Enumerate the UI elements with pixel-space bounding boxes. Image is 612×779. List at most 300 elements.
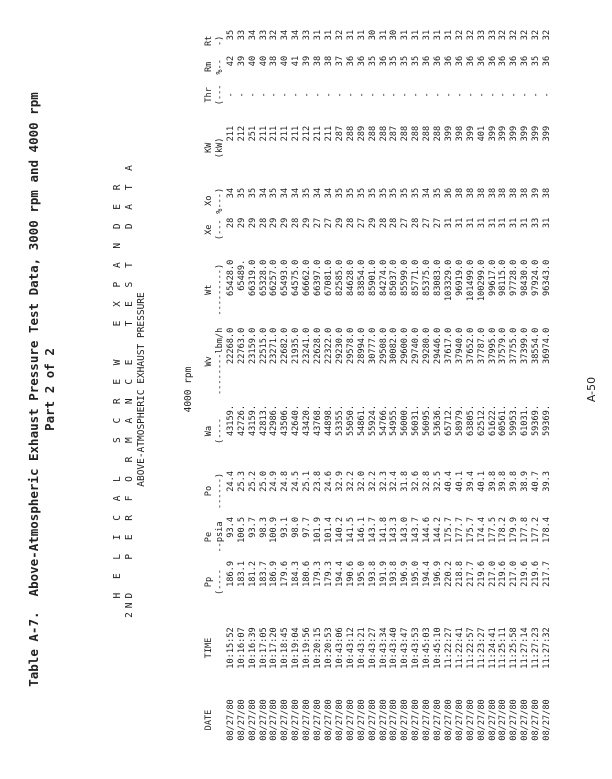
cell-pp: 196.9	[400, 561, 411, 587]
cell-time: 10:43:27	[367, 627, 378, 669]
table-row	[280, 30, 291, 749]
cell-xo: 34	[291, 187, 302, 199]
cell-po: 24.9	[269, 471, 280, 492]
cell-time: 10:15:52	[225, 627, 236, 669]
cell-wv: 23271.0	[269, 327, 280, 364]
table-row	[357, 30, 368, 749]
cell-date: 08/27/80	[334, 699, 345, 741]
column-name: KW	[204, 142, 214, 154]
rpm-label: 4000 rpm	[183, 366, 194, 413]
cell-xo: 34	[258, 187, 269, 199]
table-row	[248, 30, 259, 749]
cell-rt: 33	[476, 29, 487, 41]
cell-date: 08/27/80	[247, 699, 258, 741]
cell-xo: 35	[433, 187, 444, 199]
cell-wa: 65712.	[443, 405, 454, 437]
cell-kw: 211	[323, 125, 334, 142]
cell-wv: 29578.0	[345, 327, 356, 364]
cell-date: 08/27/80	[323, 699, 334, 741]
table-row	[237, 30, 248, 749]
cell-time: 10:43:06	[334, 627, 345, 669]
cell-kw: 399	[487, 125, 498, 142]
cell-time: 10:43:53	[411, 627, 422, 669]
column-unit: (---	[214, 219, 225, 241]
cell-xo: 38	[542, 187, 553, 199]
cell-kw: 399	[531, 125, 542, 142]
cell-xo: 34	[323, 187, 334, 199]
cell-rt: 30	[367, 29, 378, 41]
cell-thr: -	[531, 92, 542, 98]
cell-thr: -	[422, 92, 433, 98]
cell-wt: 97728.0	[509, 259, 520, 296]
cell-rt: 32	[269, 29, 280, 41]
cell-pp: 181.2	[247, 561, 258, 587]
cell-wa: 43159.	[225, 405, 236, 437]
cell-wv: 22682.0	[280, 327, 291, 364]
cell-po: 25.2	[247, 471, 258, 492]
cell-rm: 36	[345, 55, 356, 67]
column-name: TIME	[204, 637, 214, 659]
cell-rt: 33	[258, 29, 269, 41]
table-row	[477, 30, 488, 749]
cell-kw: 288	[367, 125, 378, 142]
column-name: Wv	[204, 356, 214, 367]
cell-wa: 61622.	[487, 405, 498, 437]
table-row	[400, 30, 411, 749]
cell-wt: 83083.0	[433, 259, 444, 296]
cell-xo: 36	[443, 187, 454, 199]
cell-pe: 93.1	[280, 517, 291, 538]
cell-xo: 38	[487, 187, 498, 199]
cell-po: 32.4	[389, 471, 400, 492]
cell-date: 08/27/80	[236, 699, 247, 741]
cell-kw: 399	[509, 125, 520, 142]
cell-time: 10:43:34	[378, 627, 389, 669]
cell-pp: 183.1	[236, 561, 247, 587]
cell-xe: 28	[378, 217, 389, 229]
table-row	[520, 30, 531, 749]
cell-po: 32.0	[356, 471, 367, 492]
cell-xo: 35	[400, 187, 411, 199]
cell-xe: 27	[356, 217, 367, 229]
cell-xo: 35	[302, 187, 313, 199]
cell-po: 31.8	[400, 471, 411, 492]
cell-date: 08/27/80	[443, 699, 454, 741]
cell-xe: 27	[313, 217, 324, 229]
cell-wv: 37755.0	[509, 327, 520, 364]
cell-wv: 38554.0	[531, 327, 542, 364]
cell-po: 24.6	[323, 471, 334, 492]
cell-pe: 175.7	[465, 517, 476, 543]
cell-date: 08/27/80	[487, 699, 498, 741]
table-row	[291, 30, 302, 749]
cell-date: 08/27/80	[258, 699, 269, 741]
cell-xo: 35	[367, 187, 378, 199]
subtitle-line-1: H E L I C A L S C R E W E X P A N D E R	[112, 180, 123, 599]
cell-date: 08/27/80	[433, 699, 444, 741]
cell-wa: 63805.	[465, 405, 476, 437]
cell-thr: -	[356, 92, 367, 98]
column-header-rm	[204, 52, 226, 78]
cell-rt: 32	[334, 29, 345, 41]
cell-date: 08/27/80	[509, 699, 520, 741]
column-name: Pe	[204, 531, 214, 543]
column-unit: (---	[214, 84, 225, 106]
cell-pe: 146.1	[356, 517, 367, 543]
cell-date: 08/27/80	[531, 699, 542, 741]
cell-po: 39.8	[509, 471, 520, 492]
cell-xe: 31	[520, 217, 531, 229]
column-header-thr	[204, 78, 226, 108]
cell-thr: -	[323, 92, 334, 98]
cell-pe: 143.7	[367, 517, 378, 543]
cell-rt: 33	[302, 29, 313, 41]
cell-xo: 38	[509, 187, 520, 199]
cell-date: 08/27/80	[389, 699, 400, 741]
cell-thr: -	[411, 92, 422, 98]
cell-wa: 58979.	[454, 405, 465, 437]
cell-kw: 399	[520, 125, 531, 142]
cell-thr: -	[520, 92, 531, 98]
cell-kw: 287	[334, 125, 345, 142]
column-name: Po	[204, 485, 214, 497]
cell-time: 11:22:27	[443, 627, 454, 669]
cell-xo: 39	[531, 187, 542, 199]
header-row	[204, 30, 226, 749]
cell-po: 40.4	[443, 471, 454, 492]
cell-rm: 38	[269, 55, 280, 67]
cell-rm: 39	[236, 55, 247, 67]
cell-rm: 35	[389, 55, 400, 67]
cell-xo: 38	[498, 187, 509, 199]
cell-time: 11:22:41	[454, 627, 465, 669]
cell-wt: 85771.0	[411, 259, 422, 296]
cell-wv: 22763.0	[236, 327, 247, 364]
cell-thr: -	[247, 92, 258, 98]
cell-pe: 100.9	[269, 517, 280, 543]
cell-thr: -	[291, 92, 302, 98]
cell-kw: 399	[498, 125, 509, 142]
table-row	[389, 30, 400, 749]
cell-pp: 184.3	[291, 561, 302, 587]
cell-time: 11:27:32	[542, 627, 553, 669]
cell-pp: 193.8	[389, 561, 400, 587]
cell-wt: 66397.0	[313, 259, 324, 296]
cell-wt: 97924.0	[531, 259, 542, 296]
table-row	[433, 30, 444, 749]
cell-wt: 85375.0	[422, 259, 433, 296]
cell-pp: 179.6	[280, 561, 291, 587]
column-header-po	[204, 457, 226, 511]
column-header-wa	[204, 395, 226, 457]
cell-xe: 28	[225, 217, 236, 229]
cell-xe: 28	[291, 217, 302, 229]
cell-wt: 96343.0	[542, 259, 553, 296]
cell-po: 24.5	[291, 471, 302, 492]
cell-wt: 65328.0	[258, 259, 269, 296]
cell-wv: 37652.0	[465, 327, 476, 364]
cell-rt: 35	[225, 29, 236, 41]
cell-xo: 38	[465, 187, 476, 199]
cell-wt: 98430.0	[520, 259, 531, 296]
cell-rm: 35	[531, 55, 542, 67]
cell-pp: 179.3	[313, 561, 324, 587]
cell-time: 10:43:47	[400, 627, 411, 669]
cell-pp: 217.7	[542, 561, 553, 587]
cell-pe: 177.5	[487, 517, 498, 543]
cell-thr: -	[476, 92, 487, 98]
cell-wt: 65428.0	[225, 259, 236, 296]
cell-xo: 35	[356, 187, 367, 199]
cell-po: 39.4	[465, 471, 476, 492]
cell-kw: 288	[400, 125, 411, 142]
cell-po: 32.5	[433, 471, 444, 492]
cell-wv: 29508.0	[378, 327, 389, 364]
cell-xe: 29	[280, 217, 291, 229]
cell-wa: 56095.	[422, 405, 433, 437]
table-row	[466, 30, 477, 749]
cell-xe: 27	[323, 217, 334, 229]
cell-rt: 31	[313, 29, 324, 41]
cell-pp: 180.6	[302, 561, 313, 587]
cell-po: 32.8	[422, 471, 433, 492]
cell-wa: 53355.	[334, 405, 345, 437]
column-name: Rt	[204, 35, 214, 47]
cell-thr: -	[258, 92, 269, 98]
title-block	[26, 0, 58, 779]
cell-wv: 29600.0	[400, 327, 411, 364]
cell-wa: 59953.	[509, 405, 520, 437]
cell-date: 08/27/80	[542, 699, 553, 741]
cell-thr: -	[509, 92, 520, 98]
column-name: Wa	[204, 425, 214, 437]
cell-rt: 32	[509, 29, 520, 41]
cell-rm: 36	[422, 55, 433, 67]
cell-xe: 29	[302, 217, 313, 229]
cell-date: 08/27/80	[291, 699, 302, 741]
cell-rm: 36	[465, 55, 476, 67]
cell-wt: 84628.0	[345, 259, 356, 296]
table-row	[422, 30, 433, 749]
cell-rt: 32	[520, 29, 531, 41]
cell-time: 11:27:23	[531, 627, 542, 669]
column-unit: --------lbm/h	[214, 327, 225, 395]
cell-xo: 35	[247, 187, 258, 199]
cell-thr: -	[400, 92, 411, 98]
cell-wt: 82585.0	[334, 259, 345, 296]
column-header-date	[204, 679, 226, 749]
cell-kw: 251	[247, 125, 258, 142]
cell-xe: 27	[433, 217, 444, 229]
cell-pp: 194.4	[334, 561, 345, 587]
cell-wt: 101499.0	[465, 259, 476, 302]
cell-thr: -	[465, 92, 476, 98]
column-header-rt	[204, 30, 226, 52]
cell-rm: 38	[323, 55, 334, 67]
cell-kw: 288	[433, 125, 444, 142]
cell-wv: 22268.0	[225, 327, 236, 364]
cell-wt: 85037.0	[389, 259, 400, 296]
cell-kw: 211	[258, 125, 269, 142]
cell-wv: 21935.0	[291, 327, 302, 364]
cell-time: 10:17:20	[269, 627, 280, 669]
column-name: Pp	[204, 576, 214, 588]
cell-wt: 98115.0	[498, 259, 509, 296]
table-row	[346, 30, 357, 749]
column-unit: (----	[214, 569, 225, 595]
cell-wt: 65489.	[236, 259, 247, 291]
cell-pp: 195.0	[356, 561, 367, 587]
cell-wt: 99617.0	[487, 259, 498, 296]
cell-xo: 34	[422, 187, 433, 199]
cell-rm: 36	[378, 55, 389, 67]
cell-pe: 144.2	[433, 517, 444, 543]
cell-xe: 29	[236, 217, 247, 229]
cell-thr: -	[313, 92, 324, 98]
cell-rt: 31	[356, 29, 367, 41]
cell-pp: 218.8	[454, 561, 465, 587]
cell-wa: 43159.	[247, 405, 258, 437]
cell-xe: 29	[367, 217, 378, 229]
cell-pe: 143.0	[400, 517, 411, 543]
cell-thr: -	[269, 92, 280, 98]
cell-wv: 28994.0	[356, 327, 367, 364]
cell-rt: 31	[411, 29, 422, 41]
cell-po: 25.3	[236, 471, 247, 492]
cell-rm: 35	[367, 55, 378, 67]
cell-rm: 36	[443, 55, 454, 67]
cell-thr: -	[487, 92, 498, 98]
cell-pe: 143.3	[389, 517, 400, 543]
column-unit: ---------)	[214, 263, 225, 316]
cell-date: 08/27/80	[302, 699, 313, 741]
cell-wa: 42813.	[258, 405, 269, 437]
column-unit: (kW)	[214, 137, 225, 159]
cell-rt: 32	[542, 29, 553, 41]
cell-rm: 36	[520, 55, 531, 67]
cell-time: 11:25:58	[509, 627, 520, 669]
table-row	[269, 30, 280, 749]
cell-wv: 22628.0	[313, 327, 324, 364]
cell-xo: 35	[334, 187, 345, 199]
cell-wt: 85901.0	[367, 259, 378, 296]
cell-pe: 143.7	[411, 517, 422, 543]
column-header-pe	[204, 511, 226, 557]
cell-wv: 22322.0	[323, 327, 334, 364]
cell-po: 40.7	[531, 471, 542, 492]
cell-wa: 62512.	[476, 405, 487, 437]
cell-date: 08/27/80	[269, 699, 280, 741]
cell-thr: -	[225, 92, 236, 98]
cell-thr: -	[498, 92, 509, 98]
cell-wt: 84274.0	[378, 259, 389, 296]
cell-pe: 101.9	[313, 517, 324, 543]
cell-xo: 38	[476, 187, 487, 199]
cell-xe: 28	[258, 217, 269, 229]
cell-wa: 54861.	[356, 405, 367, 437]
table-body	[226, 30, 553, 749]
cell-wa: 43420.	[302, 405, 313, 437]
cell-wt: 66662.0	[302, 259, 313, 296]
column-unit: -)	[214, 35, 225, 47]
cell-pp: 219.6	[531, 561, 542, 587]
cell-po: 32.3	[378, 471, 389, 492]
subtitle-block	[112, 0, 148, 779]
cell-xe: 28	[345, 217, 356, 229]
cell-pe: 93.7	[247, 517, 258, 538]
cell-time: 10:45:10	[433, 627, 444, 669]
cell-time: 10:45:03	[422, 627, 433, 669]
cell-wa: 56031.	[411, 405, 422, 437]
cell-pe: 178.2	[498, 517, 509, 543]
column-unit: --psia	[214, 521, 225, 553]
cell-kw: 211	[269, 125, 280, 142]
cell-po: 32.2	[367, 471, 378, 492]
cell-pp: 186.9	[225, 561, 236, 587]
cell-time: 10:18:45	[280, 627, 291, 669]
cell-pp: 217.0	[509, 561, 520, 587]
cell-thr: -	[454, 92, 465, 98]
cell-pp: 220.2	[443, 561, 454, 587]
cell-po: 24.8	[280, 471, 291, 492]
cell-thr: -	[345, 92, 356, 98]
cell-wa: 42640.	[291, 405, 302, 437]
cell-xe: 31	[542, 217, 553, 229]
cell-kw: 401	[476, 125, 487, 142]
cell-wa: 54955.	[389, 405, 400, 437]
cell-wt: 65493.0	[280, 259, 291, 296]
cell-xe: 31	[454, 217, 465, 229]
cell-xe: 28	[411, 217, 422, 229]
cell-pe: 101.4	[323, 517, 334, 543]
page-number: A-50	[585, 376, 598, 403]
cell-wa: 55050.	[345, 405, 356, 437]
cell-rm: 38	[313, 55, 324, 67]
cell-pe: 141.5	[345, 517, 356, 543]
cell-po: 25.0	[258, 471, 269, 492]
cell-rm: 36	[487, 55, 498, 67]
column-unit: (----	[214, 418, 225, 444]
cell-wv: 37787.0	[476, 327, 487, 364]
cell-rm: 40	[258, 55, 269, 67]
cell-rt: 32	[454, 29, 465, 41]
cell-wt: 96919.0	[454, 259, 465, 296]
cell-pe: 98.3	[258, 517, 269, 538]
cell-thr: -	[542, 92, 553, 98]
cell-pp: 196.9	[433, 561, 444, 587]
cell-thr: -	[302, 92, 313, 98]
cell-kw: 288	[411, 125, 422, 142]
cell-rm: 36	[454, 55, 465, 67]
table-row	[226, 30, 237, 749]
cell-rt: 32	[465, 29, 476, 41]
cell-rm: 35	[411, 55, 422, 67]
cell-xe: 31	[476, 217, 487, 229]
cell-rt: 30	[389, 29, 400, 41]
cell-pe: 178.4	[542, 517, 553, 543]
cell-time: 10:17:05	[258, 627, 269, 669]
cell-time: 11:25:11	[498, 627, 509, 669]
cell-wv: 37579.0	[498, 327, 509, 364]
cell-thr: -	[389, 92, 400, 98]
cell-pp: 191.9	[378, 561, 389, 587]
cell-time: 10:43:12	[345, 627, 356, 669]
cell-pp: 219.6	[498, 561, 509, 587]
cell-po: 32.9	[334, 471, 345, 492]
cell-pp: 219.6	[476, 561, 487, 587]
cell-thr: -	[443, 92, 454, 98]
cell-thr: -	[334, 92, 345, 98]
